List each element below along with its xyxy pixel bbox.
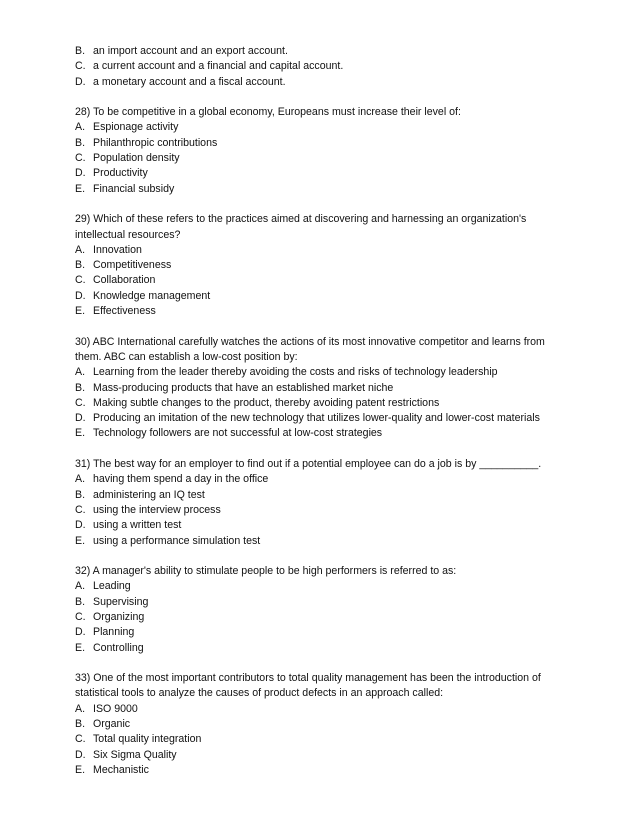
option-text: using a performance simulation test (93, 534, 261, 547)
answer-option (75, 732, 615, 747)
answer-option (75, 748, 615, 763)
option-letter: E. (75, 182, 86, 195)
option-text: Mechanistic (93, 763, 149, 776)
question-block (75, 335, 615, 442)
question-block (75, 105, 615, 197)
option-letter: A. (75, 473, 86, 486)
option-text: Effectiveness (93, 305, 156, 318)
answer-option (75, 717, 615, 732)
answer-option (75, 503, 615, 518)
option-letter: B. (75, 45, 86, 57)
option-text: an import account and an export account. (93, 45, 288, 57)
option-text: Espionage activity (93, 121, 179, 134)
question-block (75, 44, 615, 90)
option-text: Leading (93, 580, 131, 593)
answer-option (75, 426, 615, 441)
option-letter: D. (75, 748, 86, 761)
option-text: Philanthropic contributions (93, 136, 218, 149)
answer-option (75, 396, 615, 411)
question-text: 33) One of the most important contributors to total quality management has been the introduction of (75, 672, 541, 685)
option-text: having them spend a day in the office (93, 473, 269, 486)
option-text: Technology followers are not successful at low-cost strategies (93, 427, 383, 440)
option-text: Competitiveness (93, 259, 172, 272)
option-letter: E. (75, 305, 86, 318)
option-letter: C. (75, 610, 86, 623)
option-text: using the interview process (93, 503, 221, 516)
option-text: ISO 9000 (93, 702, 138, 715)
question-text: 32) A manager's ability to stimulate people to be high performers is referred to as: (75, 565, 457, 578)
option-letter: C. (75, 503, 86, 516)
answer-option (75, 120, 615, 135)
option-text: Total quality integration (93, 733, 202, 746)
answer-option (75, 75, 615, 90)
option-text: Making subtle changes to the product, thereby avoiding patent restrictions (93, 396, 440, 409)
answer-option (75, 610, 615, 625)
option-text: Mass-producing products that have an established market niche (93, 381, 394, 394)
answer-option (75, 304, 615, 319)
option-letter: B. (75, 488, 86, 501)
answer-option (75, 258, 615, 273)
option-text: Knowledge management (93, 289, 211, 302)
answer-option (75, 518, 615, 533)
answer-option (75, 702, 615, 717)
answer-option (75, 166, 615, 181)
option-text: Productivity (93, 167, 148, 180)
option-letter: B. (75, 259, 86, 272)
option-letter: D. (75, 75, 86, 88)
option-text: Organizing (93, 610, 145, 623)
option-text: Supervising (93, 595, 149, 608)
option-letter: C. (75, 152, 86, 165)
option-letter: E. (75, 427, 86, 440)
option-text: Population density (93, 152, 180, 165)
answer-option (75, 534, 615, 549)
option-text: Producing an imitation of the new technology that utilizes lower-quality and lower-cost materials (93, 412, 540, 425)
option-letter: C. (75, 396, 86, 409)
option-letter: E. (75, 534, 86, 547)
option-letter: C. (75, 274, 86, 287)
question-text: intellectual resources? (75, 228, 181, 241)
question-block (75, 564, 615, 656)
question-text: 29) Which of these refers to the practices aimed at discovering and harnessing an organization's (75, 213, 527, 226)
option-letter: A. (75, 121, 86, 134)
answer-option (75, 136, 615, 151)
option-letter: E. (75, 641, 86, 654)
option-letter: D. (75, 289, 86, 302)
option-letter: A. (75, 366, 86, 379)
question-block (75, 671, 615, 778)
answer-option (75, 243, 615, 258)
answer-option (75, 472, 615, 487)
option-letter: D. (75, 167, 86, 180)
option-letter: B. (75, 381, 86, 394)
answer-option (75, 44, 615, 59)
answer-option (75, 59, 615, 74)
questions-list (75, 44, 615, 794)
answer-option (75, 289, 615, 304)
answer-option (75, 381, 615, 396)
question-text: statistical tools to analyze the causes of product defects in an approach called: (75, 687, 444, 700)
option-text: a current account and a financial and capital account. (93, 60, 344, 73)
question-block (75, 212, 615, 319)
answer-option (75, 488, 615, 503)
option-letter: B. (75, 718, 86, 731)
answer-option (75, 641, 615, 656)
option-text: Innovation (93, 243, 142, 256)
option-text: Collaboration (93, 274, 156, 287)
question-text: 30) ABC International carefully watches the actions of its most innovative competitor and learns from (75, 335, 545, 348)
option-text: Organic (93, 718, 131, 731)
option-letter: D. (75, 626, 86, 639)
option-letter: B. (75, 136, 86, 149)
option-text: Planning (93, 626, 135, 639)
answer-option (75, 151, 615, 166)
option-letter: D. (75, 519, 86, 532)
option-letter: B. (75, 595, 86, 608)
option-letter: A. (75, 580, 86, 593)
option-letter: E. (75, 763, 86, 776)
answer-option (75, 365, 615, 380)
option-text: a monetary account and a fiscal account. (93, 75, 286, 88)
option-text: Learning from the leader thereby avoiding the costs and risks of technology leadership (93, 366, 498, 379)
answer-option (75, 411, 615, 426)
answer-option (75, 763, 615, 778)
option-letter: A. (75, 243, 86, 256)
option-letter: A. (75, 702, 86, 715)
answer-option (75, 579, 615, 594)
question-text: 31) The best way for an employer to find out if a potential employee can do a job is by __________. (75, 458, 542, 471)
option-text: Controlling (93, 641, 144, 654)
option-text: Financial subsidy (93, 182, 175, 195)
question-text: them. ABC can establish a low-cost position by: (75, 350, 298, 363)
option-text: using a written test (93, 519, 182, 532)
question-text: 28) To be competitive in a global economy, Europeans must increase their level of: (75, 106, 461, 119)
option-text: administering an IQ test (93, 488, 205, 501)
question-block (75, 457, 615, 549)
option-letter: C. (75, 60, 86, 73)
option-letter: D. (75, 412, 86, 425)
answer-option (75, 273, 615, 288)
answer-option (75, 595, 615, 610)
option-text: Six Sigma Quality (93, 748, 177, 761)
option-letter: C. (75, 733, 86, 746)
answer-option (75, 182, 615, 197)
answer-option (75, 625, 615, 640)
